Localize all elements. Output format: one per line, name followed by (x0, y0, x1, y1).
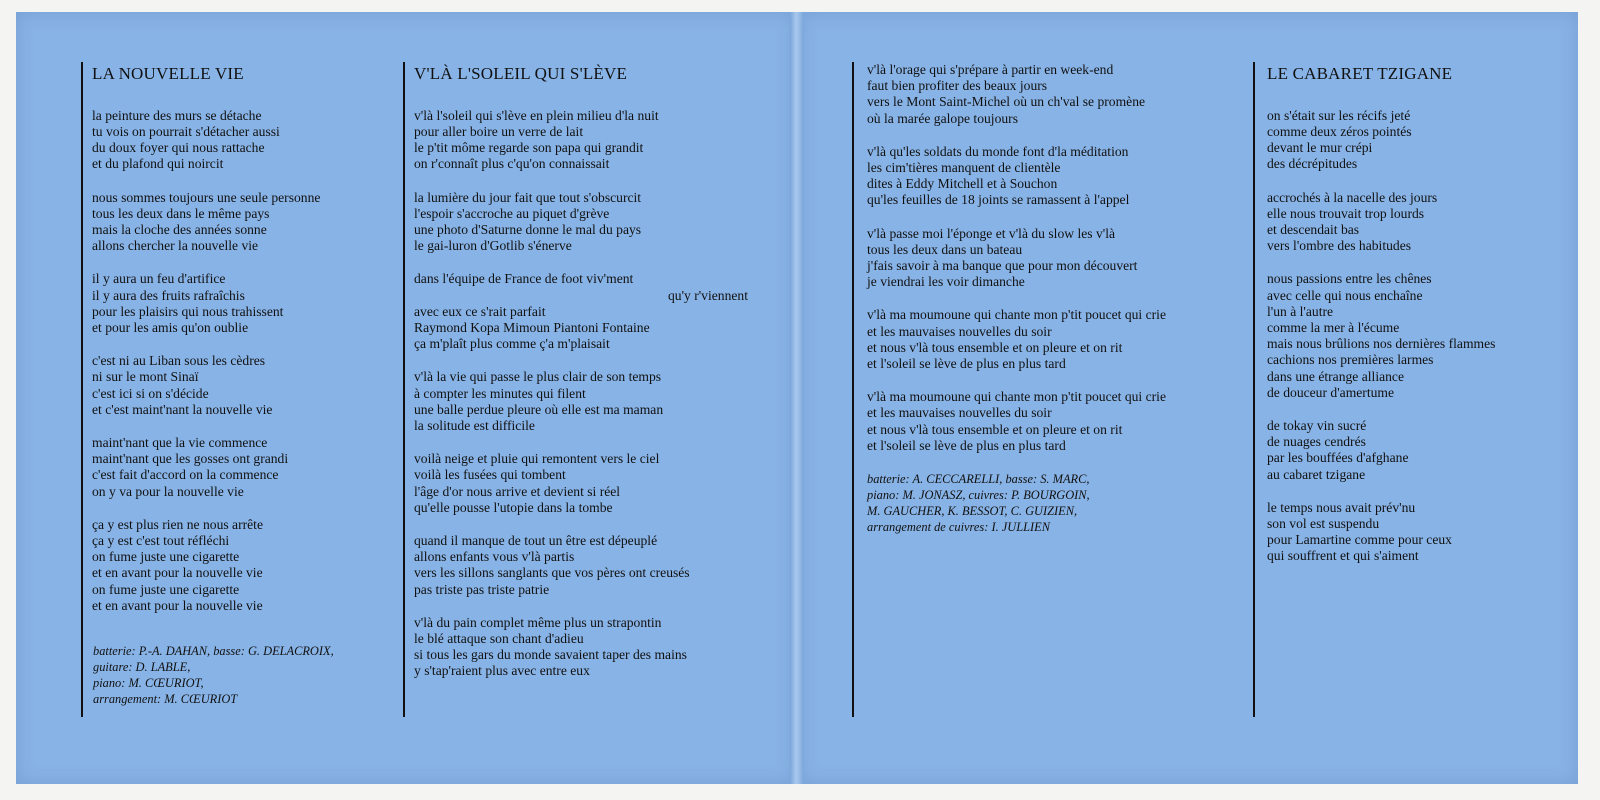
lyric-line: allons enfants vous v'là partis (414, 549, 575, 565)
lyric-line: les cim'tières manquent de clientèle (867, 160, 1061, 176)
lyric-line: on y va pour la nouvelle vie (92, 483, 244, 499)
credit-line: M. GAUCHER, K. BESSOT, C. GUIZIEN, (867, 504, 1078, 519)
stanza (867, 226, 1227, 291)
lyric-line: le temps nous avait prév'nu (1267, 499, 1416, 515)
song-continuation (852, 62, 1227, 717)
lyric-line: et les mauvaises nouvelles du soir (867, 405, 1052, 421)
stanza (1267, 108, 1567, 173)
credit-line: batterie: A. CECCARELLI, basse: S. MARC, (867, 472, 1090, 487)
stanza (414, 271, 754, 352)
musician-credits (93, 643, 334, 707)
stanza (92, 435, 392, 500)
lyric-line: quand il manque de tout un être est dépeuplé (414, 532, 658, 548)
credit-line: piano: M. CŒURIOT, (93, 676, 204, 690)
stanza (92, 190, 392, 255)
lyric-line: elle nous trouvait trop lourds (1267, 205, 1425, 221)
stanza (92, 108, 392, 173)
lyric-line: c'est ici si on s'décide (92, 385, 209, 401)
lyric-line: qu'elle pousse l'utopie dans la tombe (414, 499, 613, 515)
stanza (867, 62, 1227, 127)
song-title: V'LÀ L'SOLEIL QUI S'LÈVE (414, 64, 628, 83)
stanza (1267, 500, 1567, 565)
lyric-line: qui souffrent et qui s'aiment (1267, 548, 1419, 564)
lyric-line: v'là l'orage qui s'prépare à partir en week-end (867, 62, 1114, 77)
lyric-line: qu'y r'viennent (667, 287, 748, 303)
stanza (867, 144, 1227, 209)
lyric-line: et pour les amis qu'on oublie (92, 319, 249, 335)
lyric-line: devant le mur crépi (1267, 140, 1373, 156)
lyric-line: pour Lamartine comme pour ceux (1267, 532, 1452, 548)
stanza (1267, 190, 1567, 255)
song-le-cabaret-tzigane (1253, 62, 1567, 717)
lyric-line: mais la cloche des années sonne (92, 221, 267, 237)
lyric-line: v'là qu'les soldats du monde font d'la méditation (867, 143, 1129, 159)
stanza (414, 615, 754, 680)
lyric-line: c'est fait d'accord on la commence (92, 467, 279, 483)
lyric-line: v'là ma moumoune qui chante mon p'tit poucet qui crie (867, 389, 1166, 405)
stanza (1267, 271, 1567, 401)
lyric-line: et l'soleil se lève de plus en plus tard (867, 437, 1066, 453)
lyric-line: voilà les fusées qui tombent (414, 467, 566, 483)
song-title: LE CABARET TZIGANE (1267, 64, 1453, 83)
lyric-line: v'là passe moi l'éponge et v'là du slow les v'là (867, 225, 1116, 241)
lyric-line: vers les sillons sanglants que vos pères ont creusés (414, 565, 690, 581)
lyric-line: comme la mer à l'écume (1267, 319, 1400, 335)
lyric-line: Raymond Kopa Mimoun Piantoni Fontaine (414, 319, 650, 335)
stanza (414, 369, 754, 434)
lyric-line: nous passions entre les chênes (1267, 271, 1432, 287)
lyric-line: de nuages cendrés (1267, 434, 1366, 450)
lyric-line: maint'nant que la vie commence (92, 434, 268, 450)
lyric-line: v'là ma moumoune qui chante mon p'tit poucet qui crie (867, 307, 1166, 323)
lyric-line: avec eux ce s'rait parfait (414, 303, 546, 319)
lyric-line: le p'tit môme regarde son papa qui grandit (414, 140, 644, 156)
song-la-nouvelle-vie (81, 62, 392, 717)
lyric-line: c'est ni au Liban sous les cèdres (92, 353, 266, 369)
lyric-line: voilà neige et pluie qui remontent vers le ciel (414, 451, 660, 467)
lyric-line: au cabaret tzigane (1267, 466, 1366, 482)
lyric-line: tous les deux dans un bateau (867, 241, 1023, 257)
credit-line: guitare: D. LABLE, (93, 660, 191, 674)
lyric-line: pour aller boire un verre de lait (414, 123, 584, 139)
lyric-line: l'un à l'autre (1267, 303, 1334, 319)
lyric-line: de douceur d'amertume (1267, 384, 1395, 400)
lyric-line: et nous v'là tous ensemble et on pleure et on rit (867, 421, 1123, 437)
lyric-line: cachions nos premières larmes (1267, 352, 1434, 368)
lyric-line: vers le Mont Saint-Michel où un ch'val se promène (867, 94, 1146, 110)
lyric-line: de tokay vin sucré (1267, 417, 1367, 433)
lyric-line: qu'les feuilles de 18 joints se ramassent à l'appel (867, 192, 1130, 208)
lyric-line: allons chercher la nouvelle vie (92, 238, 259, 254)
lyric-line: avec celle qui nous enchaîne (1267, 287, 1423, 303)
lyric-line: et du plafond qui noircit (92, 156, 224, 172)
lyric-line: tu vois on pourrait s'détacher aussi (92, 123, 280, 139)
stanza (92, 271, 392, 336)
lyric-line: v'là du pain complet même plus un strapontin (414, 614, 662, 630)
stanza (414, 190, 754, 255)
lyric-line: v'là l'soleil qui s'lève en plein milieu d'la nuit (414, 107, 659, 123)
stanza (92, 517, 392, 614)
credit-line: piano: M. JONASZ, cuivres: P. BOURGOIN, (867, 488, 1090, 503)
lyric-line: ça y est plus rien ne nous arrête (92, 516, 263, 532)
lyric-line: si tous les gars du monde savaient taper des mains (414, 647, 687, 663)
credit-line: batterie: P.-A. DAHAN, basse: G. DELACROIX, (93, 644, 334, 658)
lyric-line: maint'nant que les gosses ont grandi (92, 451, 289, 467)
musician-credits (867, 471, 1227, 535)
lyric-line: on fume juste une cigarette (92, 581, 240, 597)
lyric-line: et l'soleil se lève de plus en plus tard (867, 356, 1066, 372)
lyric-line: il y aura un feu d'artifice (92, 271, 226, 287)
lyric-line: l'espoir s'accroche au piquet d'grève (414, 205, 610, 221)
lyric-line: du doux foyer qui nous rattache (92, 140, 265, 156)
lyric-line: accrochés à la nacelle des jours (1267, 189, 1438, 205)
lyric-line: où la marée galope toujours (867, 110, 1018, 126)
lyric-line: par les bouffées d'afghane (1267, 450, 1409, 466)
lyric-line: à compter les minutes qui filent (414, 385, 586, 401)
song-vla-lsoleil-qui-sleve (403, 62, 754, 717)
stanza (414, 451, 754, 516)
lyric-line: son vol est suspendu (1267, 515, 1380, 531)
lyric-line: comme deux zéros pointés (1267, 123, 1412, 139)
credit-line: arrangement: M. CŒURIOT (93, 692, 238, 706)
lyric-line: la lumière du jour fait que tout s'obscurcit (414, 189, 642, 205)
lyric-line: des décrépitudes (1267, 156, 1358, 172)
lyric-line: v'là la vie qui passe le plus clair de son temps (414, 369, 662, 385)
lyric-line: ça y est c'est tout réfléchi (92, 532, 230, 548)
lyric-line: une balle perdue pleure où elle est ma maman (414, 401, 664, 417)
stanza (867, 389, 1227, 454)
lyric-line: et nous v'là tous ensemble et on pleure et on rit (867, 339, 1123, 355)
song-title: LA NOUVELLE VIE (92, 64, 244, 83)
stanza (414, 533, 754, 598)
lyric-line: dans une étrange alliance (1267, 368, 1404, 384)
lyric-line: et c'est maint'nant la nouvelle vie (92, 401, 273, 417)
lyric-line: la solitude est difficile (414, 417, 535, 433)
lyric-line: le gai-luron d'Gotlib s'énerve (414, 238, 572, 254)
lyric-line: tous les deux dans le même pays (92, 205, 270, 221)
lyric-line: mais nous brûlions nos dernières flammes (1267, 336, 1496, 352)
stanza (92, 353, 392, 418)
lyric-line: une photo d'Saturne donne le mal du pays (414, 221, 642, 237)
lyric-line: et les mauvaises nouvelles du soir (867, 323, 1052, 339)
lyric-line: on r'connaît plus c'qu'on connaissait (414, 156, 610, 172)
stanza (414, 108, 754, 173)
stanza (867, 307, 1227, 372)
lyric-line: pas triste pas triste patrie (414, 581, 550, 597)
lyric-line: ni sur le mont Sinaï (92, 369, 199, 385)
lyric-line: y s'tap'raient plus avec entre eux (414, 663, 590, 679)
lyric-line: nous sommes toujours une seule personne (92, 189, 321, 205)
lyric-line: il y aura des fruits rafraîchis (92, 287, 245, 303)
lyric-line: on fume juste une cigarette (92, 549, 240, 565)
lyric-line: pour les plaisirs qui nous trahissent (92, 303, 284, 319)
credit-line: arrangement de cuivres: I. JULLIEN (867, 520, 1050, 535)
lyric-line: et descendait bas (1267, 221, 1360, 237)
lyric-line: j'fais savoir à ma banque que pour mon découvert (867, 258, 1138, 274)
lyric-line: vers l'ombre des habitudes (1267, 238, 1412, 254)
lyric-line: je viendrai les voir dimanche (867, 274, 1025, 290)
lyric-line: et en avant pour la nouvelle vie (92, 565, 263, 581)
lyric-line: le blé attaque son chant d'adieu (414, 630, 584, 646)
lyric-line: et en avant pour la nouvelle vie (92, 597, 263, 613)
lyric-line: ça m'plaît plus comme ç'a m'plaisait (414, 336, 610, 352)
lyric-line: faut bien profiter des beaux jours (867, 78, 1048, 94)
lyric-line: dites à Eddy Mitchell et à Souchon (867, 176, 1058, 192)
lyric-line: la peinture des murs se détache (92, 107, 262, 123)
lyric-line: on s'était sur les récifs jeté (1267, 107, 1411, 123)
stanza (1267, 418, 1567, 483)
lyric-line: dans l'équipe de France de foot viv'ment (414, 271, 634, 287)
booklet-fold (790, 12, 804, 784)
lyric-line: l'âge d'or nous arrive et devient si réel (414, 483, 621, 499)
